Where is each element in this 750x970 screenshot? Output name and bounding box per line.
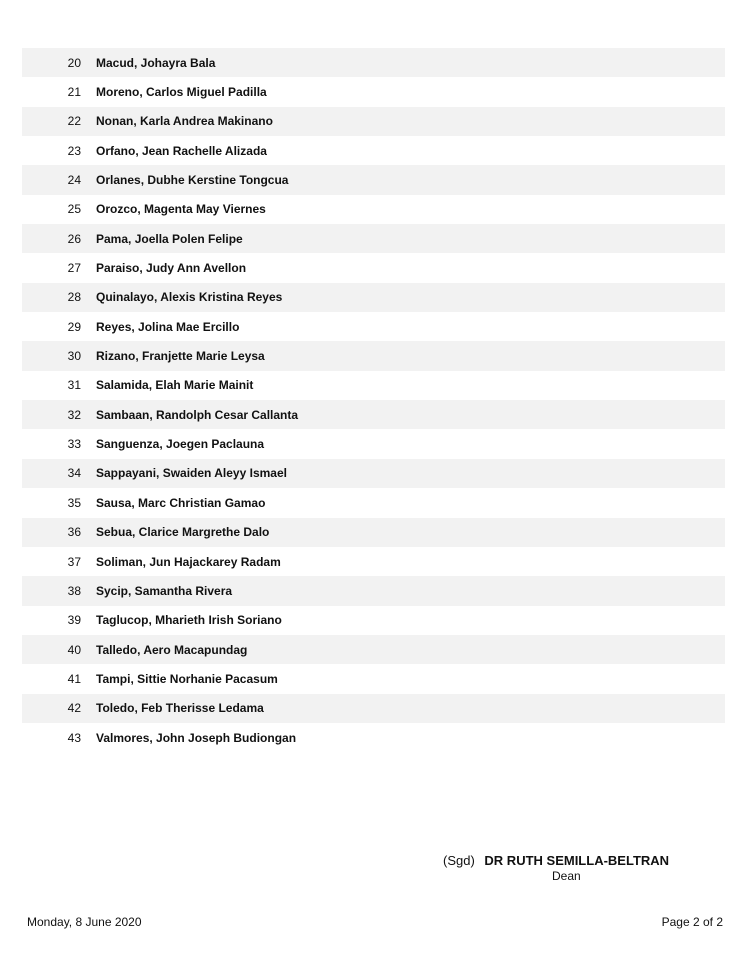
student-name: Soliman, Jun Hajackarey Radam bbox=[96, 554, 281, 569]
item-number: 43 bbox=[67, 730, 81, 745]
list-item bbox=[22, 77, 725, 106]
student-name: Sappayani, Swaiden Aleyy Ismael bbox=[96, 466, 287, 481]
item-number: 31 bbox=[67, 378, 81, 393]
signature-line bbox=[443, 853, 703, 868]
list-item bbox=[22, 195, 725, 224]
item-number: 39 bbox=[67, 613, 81, 628]
item-number: 40 bbox=[67, 642, 81, 657]
list-item bbox=[22, 48, 725, 77]
list-item bbox=[22, 136, 725, 165]
student-name: Taglucop, Mharieth Irish Soriano bbox=[96, 613, 282, 628]
list-item bbox=[22, 341, 725, 370]
student-name: Pama, Joella Polen Felipe bbox=[96, 231, 243, 246]
list-item bbox=[22, 547, 725, 576]
student-name: Macud, Johayra Bala bbox=[96, 55, 216, 70]
list-item bbox=[22, 488, 725, 517]
list-item bbox=[22, 312, 725, 341]
item-number: 23 bbox=[67, 143, 81, 158]
student-name: Paraiso, Judy Ann Avellon bbox=[96, 261, 247, 276]
list-item bbox=[22, 371, 725, 400]
student-name: Orozco, Magenta May Viernes bbox=[96, 202, 266, 217]
student-name: Sanguenza, Joegen Paclauna bbox=[96, 437, 265, 452]
signatory-name: DR RUTH SEMILLA-BELTRAN bbox=[484, 853, 670, 868]
item-number: 26 bbox=[67, 231, 81, 246]
signatory-title: Dean bbox=[552, 869, 581, 883]
list-item bbox=[22, 606, 725, 635]
student-name: Sambaan, Randolph Cesar Callanta bbox=[96, 407, 299, 422]
student-name: Rizano, Franjette Marie Leysa bbox=[96, 349, 265, 364]
item-number: 32 bbox=[67, 407, 81, 422]
student-name: Sausa, Marc Christian Gamao bbox=[96, 495, 266, 510]
list-item bbox=[22, 400, 725, 429]
item-number: 25 bbox=[67, 202, 81, 217]
item-number: 24 bbox=[67, 173, 81, 188]
list-item bbox=[22, 518, 725, 547]
page-number: Page 2 of 2 bbox=[661, 915, 723, 929]
list-item bbox=[22, 635, 725, 664]
student-name: Sycip, Samantha Rivera bbox=[96, 583, 233, 598]
item-number: 30 bbox=[67, 349, 81, 364]
item-number: 37 bbox=[67, 554, 81, 569]
student-name: Reyes, Jolina Mae Ercillo bbox=[96, 319, 240, 334]
list-item bbox=[22, 576, 725, 605]
item-number: 41 bbox=[67, 671, 81, 686]
student-name: Talledo, Aero Macapundag bbox=[96, 642, 248, 657]
item-number: 38 bbox=[67, 583, 81, 598]
student-name: Orlanes, Dubhe Kerstine Tongcua bbox=[96, 173, 289, 188]
list-item bbox=[22, 165, 725, 194]
student-name: Toledo, Feb Therisse Ledama bbox=[96, 701, 264, 716]
item-number: 33 bbox=[67, 437, 81, 452]
list-item bbox=[22, 723, 725, 752]
item-number: 34 bbox=[67, 466, 81, 481]
list-item bbox=[22, 253, 725, 282]
student-name: Valmores, John Joseph Budiongan bbox=[96, 730, 297, 745]
signed-marker: (Sgd) bbox=[443, 853, 475, 868]
student-name: Quinalayo, Alexis Kristina Reyes bbox=[96, 290, 283, 305]
item-number: 35 bbox=[67, 495, 81, 510]
student-name: Moreno, Carlos Miguel Padilla bbox=[96, 85, 267, 100]
list-item bbox=[22, 459, 725, 488]
student-name: Orfano, Jean Rachelle Alizada bbox=[96, 143, 267, 158]
student-name: Tampi, Sittie Norhanie Pacasum bbox=[96, 671, 278, 686]
list-item bbox=[22, 224, 725, 253]
student-name: Salamida, Elah Marie Mainit bbox=[96, 378, 254, 393]
item-number: 21 bbox=[67, 85, 81, 100]
item-number: 42 bbox=[67, 701, 81, 716]
list-item bbox=[22, 694, 725, 723]
item-number: 29 bbox=[67, 319, 81, 334]
list-item bbox=[22, 664, 725, 693]
list-item bbox=[22, 107, 725, 136]
footer-date: Monday, 8 June 2020 bbox=[27, 915, 142, 929]
item-number: 27 bbox=[67, 261, 81, 276]
signature-block bbox=[443, 853, 703, 883]
student-name: Sebua, Clarice Margrethe Dalo bbox=[96, 525, 270, 540]
roster-list bbox=[22, 48, 725, 752]
student-name: Nonan, Karla Andrea Makinano bbox=[96, 114, 273, 129]
list-item bbox=[22, 429, 725, 458]
list-item bbox=[22, 283, 725, 312]
item-number: 36 bbox=[67, 525, 81, 540]
item-number: 20 bbox=[67, 55, 81, 70]
item-number: 28 bbox=[67, 290, 81, 305]
item-number: 22 bbox=[67, 114, 81, 129]
